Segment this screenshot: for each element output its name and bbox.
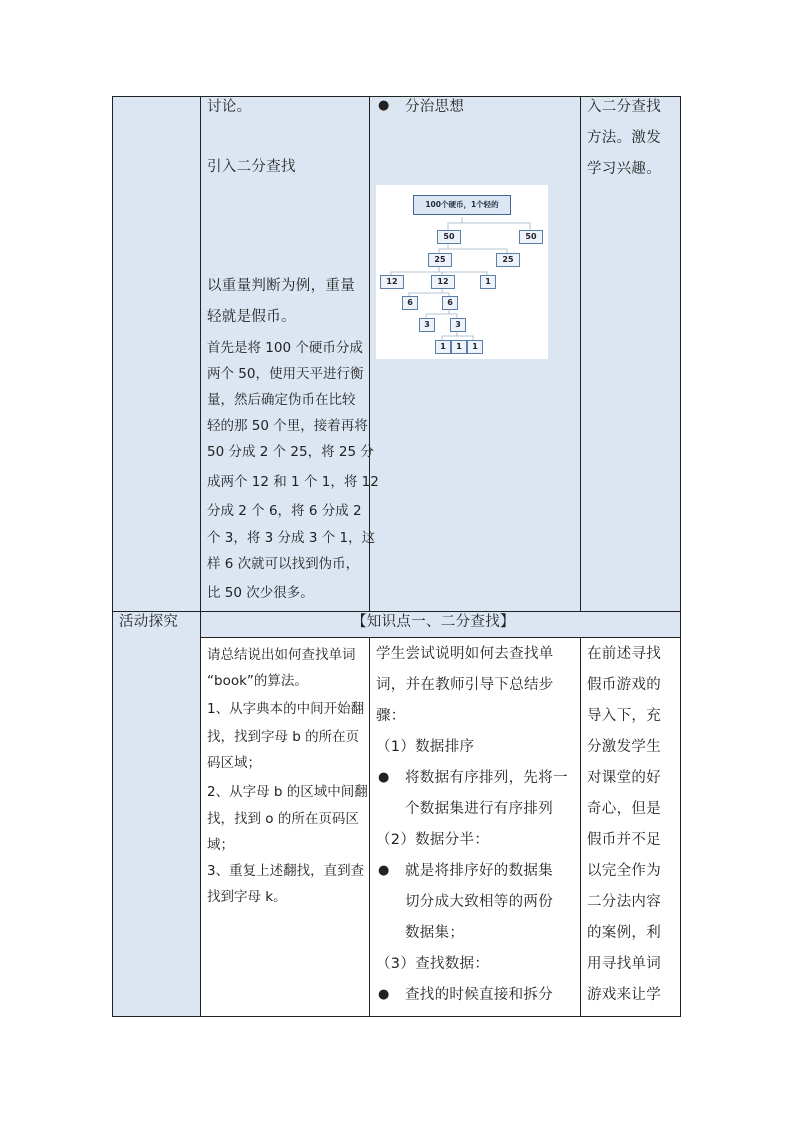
purpose-line: 假币并不足 bbox=[587, 832, 661, 848]
purpose-line: 在前述寻找 bbox=[587, 646, 661, 662]
purpose-line: 以完全作为 bbox=[587, 863, 661, 879]
table-border-col3b bbox=[580, 637, 581, 1017]
steps-line: 样 6 次就可以找到伪币， bbox=[207, 556, 360, 572]
purpose-line: 入二分查找 bbox=[587, 99, 661, 115]
diagram-node: 6 bbox=[442, 296, 458, 310]
steps-intro-line: 骤： bbox=[376, 708, 406, 724]
steps-line: 轻的那 50 个里，接着再将 bbox=[207, 418, 368, 434]
diagram-node: 1 bbox=[451, 340, 467, 354]
steps-intro-line: 学生尝试说明如何去查找单 bbox=[376, 646, 554, 662]
summary-line: 1、从字典本的中间开始翻 bbox=[207, 701, 365, 717]
diagram-root-node: 100个硬币，1个轻的 bbox=[413, 195, 511, 215]
purpose-line: 学习兴趣。 bbox=[587, 161, 661, 177]
step-2-line: 就是将排序好的数据集 bbox=[405, 863, 553, 879]
purpose-line: 对课堂的好 bbox=[587, 770, 661, 786]
bullet-icon: ● bbox=[378, 863, 390, 878]
example-line: 轻就是假币。 bbox=[207, 309, 296, 325]
purpose-line: 用寻找单词 bbox=[587, 956, 661, 972]
diagram-node: 3 bbox=[450, 318, 466, 332]
diagram-node: 3 bbox=[419, 318, 435, 332]
step-2-line: 数据集； bbox=[405, 925, 465, 941]
diagram-node: 25 bbox=[496, 253, 520, 267]
diagram-node: 25 bbox=[428, 253, 452, 267]
divide-conquer-text: 分治思想 bbox=[405, 99, 465, 115]
purpose-line: 游戏来让学 bbox=[587, 987, 661, 1003]
purpose-line: 的案例，利 bbox=[587, 925, 661, 941]
table-border-bottom bbox=[112, 1016, 681, 1017]
step-2-heading: （2）数据分半： bbox=[376, 832, 490, 848]
steps-line: 个 3，将 3 分成 3 个 1，这 bbox=[207, 530, 376, 546]
step-1-line: 将数据有序排列，先将一 bbox=[405, 770, 568, 786]
summary-line: “book”的算法。 bbox=[207, 673, 308, 689]
diagram-node: 12 bbox=[431, 275, 455, 289]
purpose-line: 假币游戏的 bbox=[587, 677, 661, 693]
summary-line: 2、从字母 b 的区域中间翻 bbox=[207, 784, 368, 800]
activity-explore-label: 活动探究 bbox=[119, 614, 179, 630]
bullet-icon: ● bbox=[378, 770, 390, 785]
diagram-node: 12 bbox=[380, 275, 404, 289]
steps-line: 量，然后确定伪币在比较 bbox=[207, 392, 356, 408]
diagram-node: 50 bbox=[437, 230, 461, 244]
diagram-node: 1 bbox=[480, 275, 496, 289]
steps-line: 两个 50，使用天平进行衡 bbox=[207, 366, 364, 382]
table-border-right bbox=[680, 96, 681, 1017]
step-1-line: 个数据集进行有序排列 bbox=[405, 801, 553, 817]
purpose-line: 分激发学生 bbox=[587, 739, 661, 755]
diagram-node: 1 bbox=[467, 340, 483, 354]
table-border-col3a bbox=[580, 96, 581, 611]
diagram-node: 50 bbox=[519, 230, 543, 244]
steps-line: 50 分成 2 个 25，将 25 分 bbox=[207, 444, 374, 460]
bullet-icon: ● bbox=[378, 98, 390, 113]
steps-line: 首先是将 100 个硬币分成 bbox=[207, 340, 363, 356]
step-2-line: 切分成大致相等的两份 bbox=[405, 894, 553, 910]
summary-line: 找，找到 o 的所在页码区 bbox=[207, 811, 359, 827]
table-border-left bbox=[112, 96, 113, 1017]
intro-binary-search: 引入二分查找 bbox=[207, 159, 296, 175]
purpose-line: 二分法内容 bbox=[587, 894, 661, 910]
diagram-node: 6 bbox=[402, 296, 418, 310]
summary-line: 3、重复上述翻找，直到查 bbox=[207, 863, 365, 879]
steps-line: 成两个 12 和 1 个 1，将 12 bbox=[207, 474, 379, 490]
diagram-node: 1 bbox=[435, 340, 451, 354]
step-1-heading: （1）数据排序 bbox=[376, 739, 475, 755]
summary-line: 码区域； bbox=[207, 755, 261, 771]
step-3-heading: （3）查找数据： bbox=[376, 956, 490, 972]
purpose-line: 方法。激发 bbox=[587, 130, 661, 146]
steps-line: 分成 2 个 6，将 6 分成 2 bbox=[207, 503, 362, 519]
coin-tree-diagram bbox=[376, 185, 548, 359]
table-border-col1 bbox=[200, 96, 201, 1017]
step-3-line: 查找的时候直接和拆分 bbox=[405, 987, 553, 1003]
summary-line: 请总结说出如何查找单词 bbox=[207, 647, 356, 663]
row2-label-shade bbox=[112, 611, 200, 1017]
steps-line: 比 50 次少很多。 bbox=[207, 585, 314, 601]
example-line: 以重量判断为例，重量 bbox=[207, 278, 355, 294]
knowledge-point-header: 【知识点一、二分查找】 bbox=[352, 614, 515, 630]
purpose-line: 导入下，充 bbox=[587, 708, 661, 724]
summary-line: 找到字母 k。 bbox=[207, 889, 287, 905]
discussion-text: 讨论。 bbox=[207, 99, 252, 115]
table-border-col2b bbox=[369, 637, 370, 1017]
summary-line: 域； bbox=[207, 837, 234, 853]
purpose-line: 奇心，但是 bbox=[587, 801, 661, 817]
steps-intro-line: 词，并在教师引导下总结步 bbox=[376, 677, 554, 693]
summary-line: 找，找到字母 b 的所在页 bbox=[207, 729, 360, 745]
bullet-icon: ● bbox=[378, 987, 390, 1002]
